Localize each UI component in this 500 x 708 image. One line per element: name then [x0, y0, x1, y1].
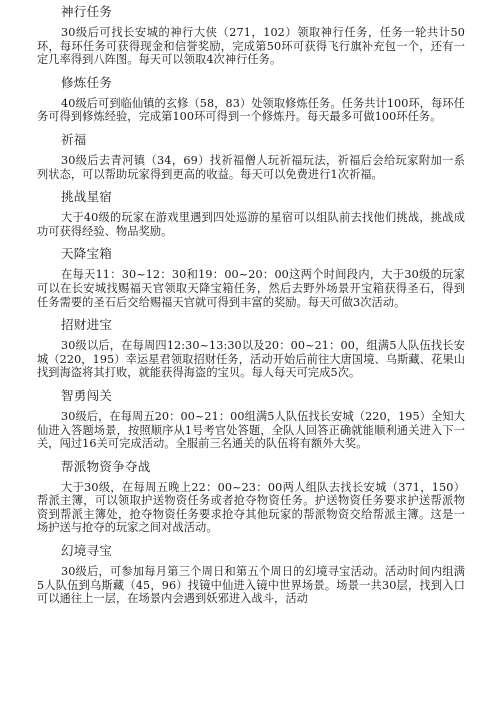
section-shenxing	[37, 4, 465, 67]
section-heading: 祈福	[61, 131, 87, 147]
section-body: 30级以后，在每周四12:30~13:30以及20：00~21：00，组满5人队伍找长安城（220，195）幸运星君领取招财任务，活动开始后前往大唐国境、乌斯藏、花果山找到海盗将其打败，就能获得海盗的宝贝。每人每天可完成5次。	[37, 339, 465, 380]
section-qifu	[37, 132, 465, 181]
section-body: 在每天11：30~12：30和19：00~20：00这两个时间段内，大于30级的玩家可以在长安城找赐福天官领取天降宝箱任务，然后去野外场景开宝箱获得圣石，得到任务需要的圣石后交给赐福天官就可得到丰富的奖励。每天可做3次活动。	[37, 268, 465, 309]
section-heading: 天降宝箱	[61, 246, 113, 262]
section-tiaozhan-xingxiu	[37, 189, 465, 238]
section-body: 30级后，可参加每月第三个周日和第五个周日的幻境寻宝活动。活动时间内组满5人队伍到乌斯藏（45，96）找镜中仙进入镜中世界场景。场景一共30层，找到入口可以通往上一层，在场景内会遇到妖邪进入战斗，活动	[37, 565, 465, 606]
section-heading: 智勇闯关	[61, 387, 113, 403]
section-body: 30级后去青河镇（34，69）找祈福僧人玩祈福玩法，祈福后会给玩家附加一系列状态，可以帮助玩家得到更高的收益。每天可以免费进行1次祈福。	[37, 153, 465, 181]
section-zhiyong-chuangguan	[37, 388, 465, 451]
section-body: 大于40级的玩家在游戏里遇到四处巡游的星宿可以组队前去找他们挑战，挑战成功可获得经验、物品奖励。	[37, 211, 465, 238]
section-heading: 帮派物资争夺战	[61, 458, 151, 474]
section-heading: 招财进宝	[61, 317, 113, 333]
section-body: 30级后可找长安城的神行大侠（271，102）领取神行任务，任务一轮共计50环，每环任务可获得现金和信誉奖励，完成第50环可获得飞行旗补充包一个，还有一定几率得到八阵图。每天可以领取4次神行任务。	[37, 26, 465, 67]
section-tianjiang-baoxiang	[37, 246, 465, 309]
section-heading: 幻境寻宝	[61, 543, 113, 559]
section-body: 40级后可到临仙镇的玄修（58，83）处领取修炼任务。任务共计100环，每环任务可得到修炼经验，完成第100环可得到一个修炼丹。每天最多可做100环任务。	[37, 96, 465, 124]
section-zhaocai-jinbao	[37, 317, 465, 380]
section-heading: 挑战星宿	[61, 189, 113, 205]
section-bangpai-wuzi	[37, 459, 465, 535]
section-xiulian	[37, 75, 465, 124]
section-heading: 神行任务	[61, 4, 113, 19]
section-heading: 修炼任务	[61, 74, 113, 90]
section-body: 30级后，在每周五20：00~21：00组满5人队伍找长安城（220，195）全知大仙进入答题场景，按照顺序从1号考官处答题，全队人回答正确就能顺利通关进入下一关，闯过16关可完成活动。全服前三名通关的队伍将有额外大奖。	[37, 409, 465, 451]
section-body: 大于30级，在每周五晚上22：00~23：00两人组队去找长安城（371，150）帮派主簿，可以领取护送物资任务或者抢夺物资任务。护送物资任务要求护送帮派物资到帮派主簿处，抢夺物资任务要求抢夺其他玩家的帮派物资交给帮派主簿。这是一场护送与抢夺的玩家之间对战活动。	[37, 480, 465, 535]
section-huanjing-xunbao	[37, 543, 465, 606]
